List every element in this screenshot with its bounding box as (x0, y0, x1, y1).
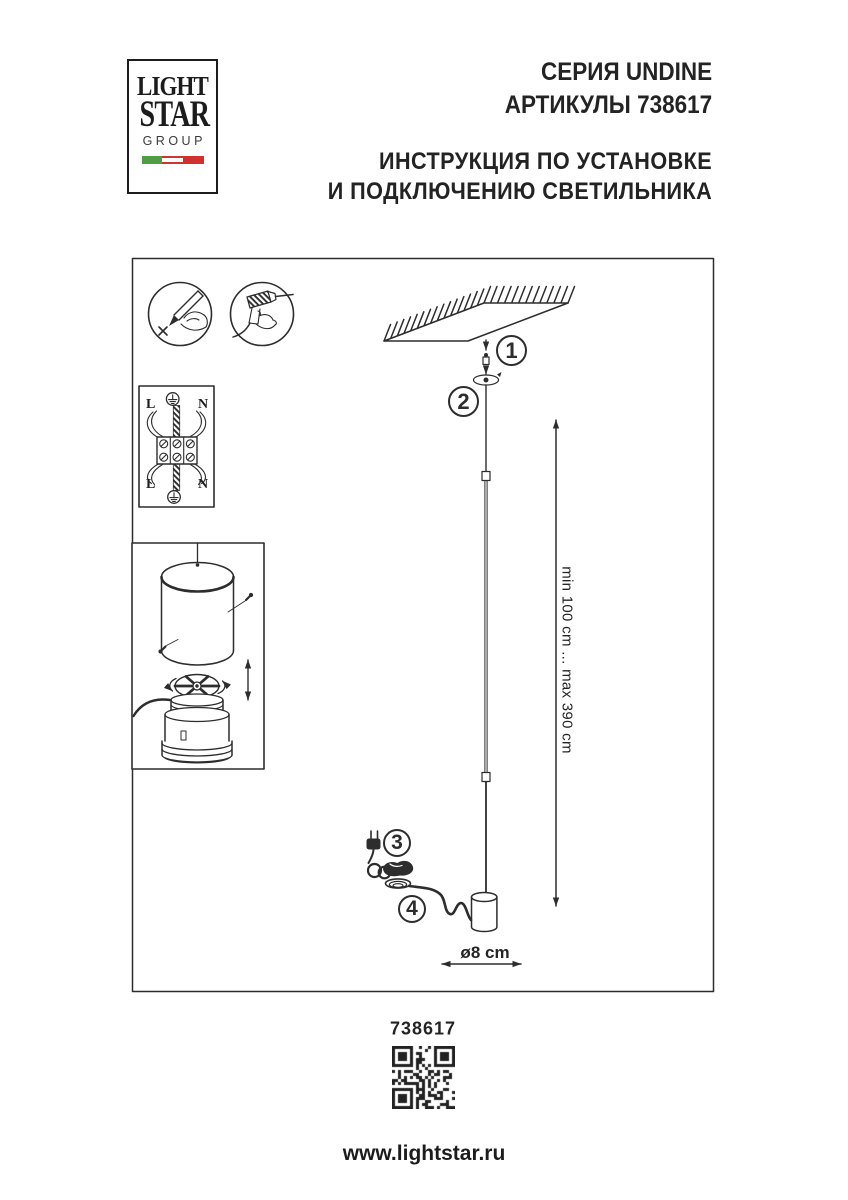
step-1-badge (496, 335, 527, 366)
flag-green-block (142, 156, 163, 164)
step-3-badge (383, 829, 411, 857)
plug-drawing (367, 831, 381, 863)
step-4-badge (398, 895, 426, 923)
logo-group-text: GROUP (142, 134, 206, 148)
earth-ground-icon (168, 491, 181, 504)
earth-ground-icon (166, 393, 179, 406)
wire-label-N-bottom: N (198, 477, 209, 492)
flag-white-block (162, 156, 183, 164)
instruction-title-line1: ИНСТРУКЦИЯ ПО УСТАНОВКЕ (378, 148, 712, 175)
marking-pencil-icon (149, 283, 212, 346)
step-2-number: 2 (457, 388, 470, 414)
rotation-knot-drawing (474, 372, 502, 385)
wire-label-L-bottom: L (146, 477, 156, 492)
step-1-number: 1 (505, 337, 518, 363)
anchor-screw-drawing (483, 340, 489, 374)
drill-icon (231, 283, 294, 346)
base-detail-drawing (132, 543, 264, 769)
wire-label-L-top: L (146, 397, 156, 412)
wire-label-N-top: N (198, 397, 209, 412)
step-2-badge (448, 386, 479, 417)
qr-code (392, 1046, 455, 1109)
italian-flag-stripe (142, 156, 204, 164)
logo-star-text: STAR (139, 94, 210, 135)
instruction-title-line2: И ПОДКЛЮЧЕНИЮ СВЕТИЛЬНИКА (327, 178, 712, 205)
series-line: СЕРИЯ UNDINE (540, 58, 712, 86)
ceiling-drawing (384, 287, 575, 342)
step-4-number: 4 (406, 897, 418, 920)
lamp-cylinder (472, 893, 497, 932)
step-3-number: 3 (391, 831, 403, 854)
diameter-dimension-label: ø8 cm (460, 943, 510, 962)
lightstar-logo (127, 59, 218, 194)
logo-light-text: LIGHT (136, 71, 209, 101)
articles-line: АРТИКУЛЫ 738617 (504, 91, 712, 119)
suspension-rod (482, 385, 490, 894)
flag-red-block (183, 156, 204, 164)
footer-article-number: 738617 (389, 1018, 457, 1039)
header-text (328, 56, 712, 207)
height-dimension-label: min 100 cm ... max 390 cm (558, 566, 576, 754)
footer-website: www.lightstar.ru (342, 1142, 506, 1165)
